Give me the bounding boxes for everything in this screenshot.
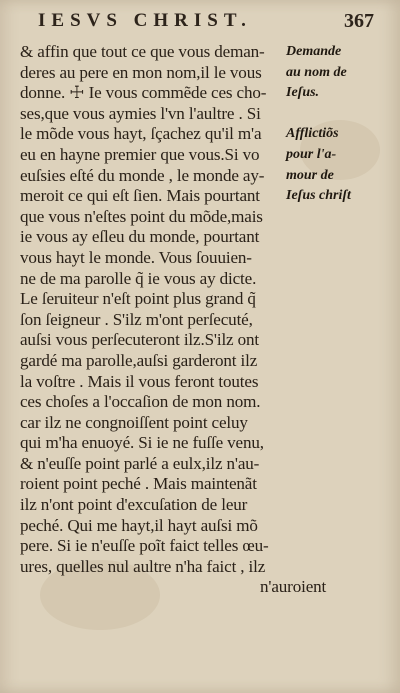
- text-line: eu en hayne premier que vous.Si vo: [20, 144, 260, 164]
- text-line: ses,que vous aymies l'vn l'aultre . Si: [20, 103, 261, 123]
- text-line: car ilz ne congnoiſſent point celuy: [20, 412, 248, 432]
- margin-note: Demande: [286, 44, 342, 59]
- catchword: n'auroient: [260, 577, 327, 597]
- text-line: que vous n'eſtes point du mõde,mais: [20, 206, 263, 226]
- margin-note: Ieſus chriſt: [286, 188, 351, 204]
- text-line: la voſtre . Mais il vous feront toutes: [20, 371, 259, 391]
- text-line: euſsies eſté du monde , le monde ay-: [20, 165, 265, 185]
- text-line: pere. Si ie n'euſſe poĩt faict telles œu-: [20, 536, 269, 556]
- text-line: qui m'ha enuoyé. Si ie ne fuſſe venu,: [20, 433, 264, 453]
- text-line: ſon ſeigneur . S'ilz m'ont perſecuté,: [20, 309, 253, 329]
- text-line: roient point peché . Mais maintenãt: [20, 474, 257, 494]
- text-line: ne de ma parolle q̃ ie vous ay dicte.: [20, 268, 257, 288]
- page-number: 367: [344, 10, 374, 32]
- text-line: Le ſeruiteur n'eſt point plus grand q̃: [20, 289, 256, 309]
- running-title: IESVS CHRIST.: [38, 10, 252, 31]
- text-line: donne. ☩ Ie vous commẽde ces cho-: [20, 83, 267, 103]
- text-line: peché. Qui me hayt,il hayt auſsi mõ: [20, 515, 258, 535]
- page-header: [38, 10, 374, 34]
- text-line: ie vous ay eſleu du monde, pourtant: [20, 227, 260, 247]
- margin-note: Ieſus.: [286, 85, 320, 101]
- text-line: ces choſes a l'occaſion de mon nom.: [20, 392, 261, 412]
- margin-note: pour l'a-: [286, 146, 337, 162]
- margin-notes: [286, 42, 398, 207]
- text-line: ures, quelles nul aultre n'ha faict , ilz: [20, 556, 266, 576]
- text-line: & affin que tout ce que vous deman-: [20, 42, 265, 61]
- text-line: gardé ma parolle,auſsi garderont ilz: [20, 350, 258, 370]
- text-line: & n'euſſe point parlé a eulx,ilz n'au-: [20, 453, 260, 473]
- margin-note: [286, 104, 398, 125]
- text-line: ilz n'ont point d'excuſation de leur: [20, 495, 248, 515]
- text-line: deres au pere en mon nom,il le vous: [20, 62, 262, 82]
- margin-note: Afflictiõs: [286, 126, 339, 142]
- margin-note: mour de: [286, 167, 334, 183]
- margin-note: au nom de: [286, 64, 347, 80]
- text-line: vous hayt le monde. Vous ſouuien-: [20, 247, 252, 267]
- text-line: meroit ce qui eſt ſien. Mais pourtant: [20, 186, 260, 206]
- text-line: auſsi vous perſecuteront ilz.S'ilz ont: [20, 330, 260, 350]
- text-line: le mõde vous hayt, ſçachez qu'il m'a: [20, 124, 262, 144]
